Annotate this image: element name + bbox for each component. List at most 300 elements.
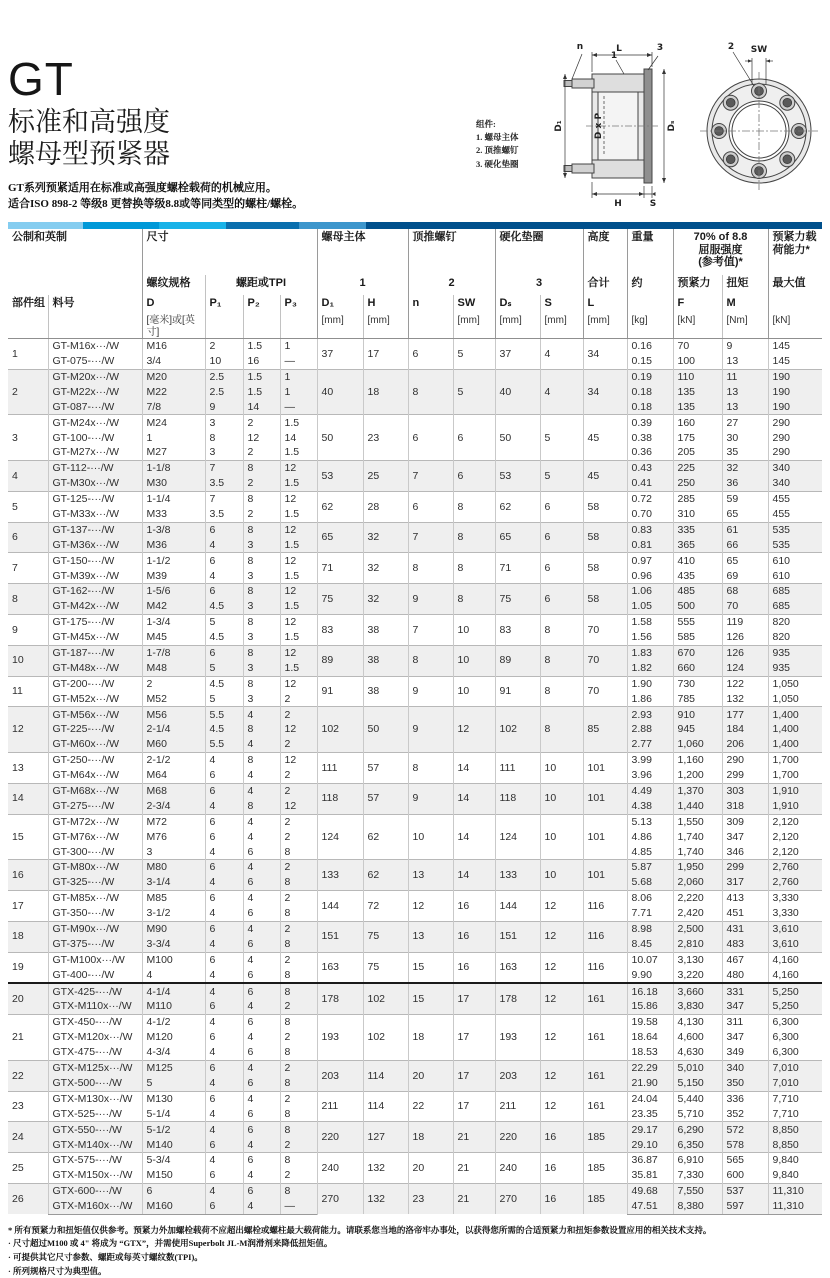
cell-d1: 193 — [317, 1015, 363, 1061]
header-torque: 扭矩 — [722, 275, 768, 295]
cell-p1: 4 — [205, 753, 243, 768]
cell-p1: 4.5 — [205, 722, 243, 737]
cell-max-load: 4,160 — [768, 952, 822, 967]
cell-sw: 16 — [453, 891, 495, 922]
cell-part-number: GT-M20x···/W — [48, 369, 142, 384]
cell-torque-M: 13 — [722, 400, 768, 415]
cell-part-number: GT-M68x···/W — [48, 783, 142, 798]
cell-p1: 6 — [205, 645, 243, 660]
cell-part-number: GT-375-···/W — [48, 937, 142, 952]
cell-thread-size: M76 — [142, 830, 205, 845]
cell-part-number: GT-112-···/W — [48, 461, 142, 476]
cell-p2: 6 — [243, 1076, 280, 1091]
cell-torque-M: 59 — [722, 491, 768, 506]
table-row — [8, 369, 822, 384]
cell-sw: 14 — [453, 753, 495, 784]
cell-p1: 4 — [205, 906, 243, 921]
cell-s: 12 — [540, 1015, 583, 1061]
cell-n: 13 — [408, 860, 453, 891]
cell-part-number: GTX-500-···/W — [48, 1076, 142, 1091]
cell-thread-size: 2-1/2 — [142, 753, 205, 768]
cell-n: 20 — [408, 1153, 453, 1184]
cell-p3: 12 — [280, 722, 317, 737]
diagram-legend — [476, 36, 552, 216]
cell-part-group: 3 — [8, 415, 48, 461]
cell-weight: 2.88 — [627, 722, 673, 737]
cell-l: 161 — [583, 1091, 627, 1122]
unit-blank-6 — [408, 313, 453, 339]
cell-preload-F: 2,060 — [673, 875, 722, 890]
cell-max-load: 290 — [768, 415, 822, 430]
subtitle-line-1: 标准和高强度 — [8, 107, 170, 137]
cell-thread-size: 1-3/8 — [142, 522, 205, 537]
cell-part-group: 2 — [8, 369, 48, 415]
cell-preload-F: 205 — [673, 445, 722, 460]
cell-p3: 14 — [280, 430, 317, 445]
cell-p3: 12 — [280, 799, 317, 814]
cell-sw: 17 — [453, 983, 495, 1014]
cell-ds: 102 — [495, 707, 540, 753]
header-yield — [673, 229, 768, 275]
cell-sw: 5 — [453, 369, 495, 415]
cell-torque-M: 317 — [722, 875, 768, 890]
cell-preload-F: 4,600 — [673, 1030, 722, 1045]
cell-d1: 163 — [317, 952, 363, 983]
cell-p1: 4 — [205, 1153, 243, 1168]
description-line-1: GT系列预紧适用在标准或高强度螺栓载荷的机械应用。 — [8, 181, 277, 194]
footnote-1: * 所有预紧力和扭矩值仅供参考。预紧力外加螺栓载荷不应超出螺栓或螺柱最大载荷能力。请联系您当地的洛帝牢办事处，以获得您所需的合适预紧力和扭矩参数设置应用的相关技术支持。 — [8, 1224, 712, 1235]
cell-p3: 12 — [280, 645, 317, 660]
cell-h: 57 — [363, 753, 408, 784]
cell-preload-F: 1,950 — [673, 860, 722, 875]
cell-p1: 4 — [205, 844, 243, 859]
cell-torque-M: 132 — [722, 691, 768, 706]
table-row — [8, 1183, 822, 1198]
cell-max-load: 3,610 — [768, 921, 822, 936]
table-row — [8, 783, 822, 798]
cell-part-group: 7 — [8, 553, 48, 584]
cell-part-number: GTX-550-···/W — [48, 1122, 142, 1137]
cell-s: 16 — [540, 1122, 583, 1153]
cell-thread-size: 2-1/4 — [142, 722, 205, 737]
cell-h: 62 — [363, 814, 408, 860]
cell-torque-M: 347 — [722, 830, 768, 845]
cell-l: 70 — [583, 645, 627, 676]
cell-thread-size: M30 — [142, 476, 205, 491]
table-row — [8, 584, 822, 599]
cell-p1: 5 — [205, 691, 243, 706]
cell-p3: — — [280, 1199, 317, 1214]
cell-torque-M: 311 — [722, 1015, 768, 1030]
cell-p1: 4 — [205, 937, 243, 952]
cell-weight: 18.53 — [627, 1045, 673, 1060]
cell-n: 6 — [408, 415, 453, 461]
hero-section — [0, 0, 830, 222]
cell-h: 32 — [363, 522, 408, 553]
cell-part-number: GT-225-···/W — [48, 722, 142, 737]
cell-n: 13 — [408, 921, 453, 952]
legend-title: 组件: — [476, 119, 496, 129]
cell-weight: 3.99 — [627, 753, 673, 768]
cell-thread-size: M56 — [142, 707, 205, 722]
cell-p2: 8 — [243, 753, 280, 768]
cell-sw: 21 — [453, 1153, 495, 1184]
cell-thread-size: M85 — [142, 891, 205, 906]
cell-l: 101 — [583, 814, 627, 860]
cell-p2: 6 — [243, 983, 280, 999]
cell-part-number: GT-M76x···/W — [48, 830, 142, 845]
legend-item-washer: 3. 硬化垫圈 — [476, 158, 519, 169]
cell-part-group: 11 — [8, 676, 48, 707]
cell-preload-F: 2,420 — [673, 906, 722, 921]
cell-l: 116 — [583, 891, 627, 922]
front-view — [700, 72, 818, 190]
cell-p2: 4 — [243, 1030, 280, 1045]
cell-p3: 8 — [280, 968, 317, 984]
cell-preload-F: 365 — [673, 538, 722, 553]
header-col-S: S — [540, 295, 583, 313]
cell-l: 185 — [583, 1153, 627, 1184]
cell-part-group: 17 — [8, 891, 48, 922]
cell-weight: 0.81 — [627, 538, 673, 553]
cell-thread-size: 3/4 — [142, 354, 205, 369]
cell-part-group: 5 — [8, 491, 48, 522]
cell-p2: 2 — [243, 445, 280, 460]
cell-p1: 4 — [205, 1076, 243, 1091]
cell-p1: 6 — [205, 952, 243, 967]
cell-max-load: 935 — [768, 661, 822, 676]
cell-max-load: 820 — [768, 615, 822, 630]
cell-part-number: GTX-M125x···/W — [48, 1060, 142, 1075]
cell-p3: 1 — [280, 369, 317, 384]
cell-preload-F: 310 — [673, 507, 722, 522]
cell-p3: 12 — [280, 615, 317, 630]
cell-max-load: 535 — [768, 538, 822, 553]
cell-thread-size: M48 — [142, 661, 205, 676]
cell-weight: 1.86 — [627, 691, 673, 706]
yield-line-3: (参考值)* — [698, 256, 743, 269]
cell-ds: 65 — [495, 522, 540, 553]
cell-preload-F: 1,060 — [673, 737, 722, 752]
header-washer: 硬化垫圈 — [495, 229, 583, 275]
cell-max-load: 685 — [768, 599, 822, 614]
cell-preload-F: 1,740 — [673, 844, 722, 859]
cell-d1: 102 — [317, 707, 363, 753]
cell-ds: 53 — [495, 461, 540, 492]
cell-p3: 2 — [280, 783, 317, 798]
cell-n: 15 — [408, 952, 453, 983]
header-part-no: 料号 — [48, 295, 142, 313]
cell-d1: 211 — [317, 1091, 363, 1122]
cell-max-load: 1,700 — [768, 753, 822, 768]
cell-torque-M: 66 — [722, 538, 768, 553]
cell-p2: 6 — [243, 906, 280, 921]
cell-s: 12 — [540, 1091, 583, 1122]
cell-n: 9 — [408, 707, 453, 753]
cell-thread-size: M42 — [142, 599, 205, 614]
cell-l: 101 — [583, 753, 627, 784]
cell-torque-M: 480 — [722, 968, 768, 984]
cell-preload-F: 135 — [673, 385, 722, 400]
cell-torque-M: 65 — [722, 507, 768, 522]
cell-preload-F: 6,910 — [673, 1153, 722, 1168]
cell-part-number: GTX-600-···/W — [48, 1183, 142, 1198]
cell-n: 12 — [408, 891, 453, 922]
cell-p1: 4 — [205, 875, 243, 890]
cell-part-number: GTX-425-···/W — [48, 983, 142, 999]
cell-weight: 0.16 — [627, 339, 673, 354]
cell-p3: 2 — [280, 1168, 317, 1183]
cell-max-load: 2,120 — [768, 830, 822, 845]
cell-max-load: 1,910 — [768, 783, 822, 798]
header-component-3: 3 — [495, 275, 583, 295]
cell-p1: 10 — [205, 354, 243, 369]
cell-thread-size: M72 — [142, 814, 205, 829]
cell-thread-size: M110 — [142, 999, 205, 1014]
dim-SW: SW — [750, 45, 768, 55]
cell-p1: 6 — [205, 1168, 243, 1183]
cell-p2: 8 — [243, 799, 280, 814]
cell-weight: 0.97 — [627, 553, 673, 568]
cell-weight: 35.81 — [627, 1168, 673, 1183]
cell-ds: 62 — [495, 491, 540, 522]
header-preload: 预紧力 — [673, 275, 722, 295]
cell-ds: 91 — [495, 676, 540, 707]
cell-p1: 5.5 — [205, 707, 243, 722]
cell-max-load: 3,330 — [768, 891, 822, 906]
cell-sw: 8 — [453, 553, 495, 584]
table-row — [8, 553, 822, 568]
header-col-P2: P₂ — [243, 295, 280, 313]
header-capacity — [768, 229, 822, 275]
header-metric-imperial: 公制和英制 — [12, 231, 67, 243]
cell-d1: 62 — [317, 491, 363, 522]
cell-sw: 21 — [453, 1183, 495, 1214]
cell-n: 7 — [408, 615, 453, 646]
cell-max-load: 455 — [768, 507, 822, 522]
cell-part-number: GT-M45x···/W — [48, 630, 142, 645]
cell-weight: 36.87 — [627, 1153, 673, 1168]
cell-part-group: 4 — [8, 461, 48, 492]
cell-p1: 4 — [205, 568, 243, 583]
cell-p2: 4 — [243, 891, 280, 906]
cell-part-group: 26 — [8, 1183, 48, 1214]
cell-preload-F: 160 — [673, 415, 722, 430]
cell-preload-F: 670 — [673, 645, 722, 660]
cell-weight: 0.38 — [627, 430, 673, 445]
cell-p1: 6 — [205, 584, 243, 599]
cell-thread-size: M130 — [142, 1091, 205, 1106]
cell-p1: 2.5 — [205, 385, 243, 400]
cell-p3: — — [280, 400, 317, 415]
cell-l: 116 — [583, 921, 627, 952]
cell-weight: 22.29 — [627, 1060, 673, 1075]
cell-preload-F: 285 — [673, 491, 722, 506]
table-row — [8, 615, 822, 630]
header-col-P1: P₁ — [205, 295, 243, 313]
cell-weight: 8.98 — [627, 921, 673, 936]
cell-weight: 4.49 — [627, 783, 673, 798]
cell-max-load: 4,160 — [768, 968, 822, 984]
cell-part-number: GT-M52x···/W — [48, 691, 142, 706]
bar-segment-4 — [226, 222, 299, 229]
cell-max-load: 5,250 — [768, 999, 822, 1014]
capacity-line-1: 预紧力载 — [772, 231, 817, 243]
cell-l: 58 — [583, 584, 627, 615]
cell-sw: 14 — [453, 860, 495, 891]
cell-p2: 4 — [243, 999, 280, 1014]
table-row — [8, 1060, 822, 1075]
cell-preload-F: 6,290 — [673, 1122, 722, 1137]
callout-1: 1 — [610, 51, 618, 61]
cell-torque-M: 352 — [722, 1107, 768, 1122]
cell-part-number: GT-M85x···/W — [48, 891, 142, 906]
cell-max-load: 6,300 — [768, 1015, 822, 1030]
unit-blank-1 — [8, 313, 48, 339]
cell-torque-M: 122 — [722, 676, 768, 691]
cell-d1: 118 — [317, 783, 363, 814]
cell-weight: 10.07 — [627, 952, 673, 967]
cell-weight: 5.87 — [627, 860, 673, 875]
cell-thread-size: M140 — [142, 1137, 205, 1152]
brand-color-bar — [8, 222, 822, 229]
cell-p1: 4 — [205, 799, 243, 814]
header-col-kg — [627, 295, 673, 313]
cell-p2: 4 — [243, 737, 280, 752]
cell-sw: 17 — [453, 1091, 495, 1122]
cell-s: 4 — [540, 339, 583, 370]
cell-max-load: 7,010 — [768, 1076, 822, 1091]
cell-thread-size: M80 — [142, 860, 205, 875]
cell-torque-M: 13 — [722, 354, 768, 369]
cell-p3: 12 — [280, 461, 317, 476]
cell-sw: 10 — [453, 645, 495, 676]
cell-p3: 8 — [280, 1045, 317, 1060]
cell-p2: 1.5 — [243, 339, 280, 354]
cell-max-load: 535 — [768, 522, 822, 537]
cell-max-load: 8,850 — [768, 1137, 822, 1152]
cell-thread-size: 7/8 — [142, 400, 205, 415]
table-row — [8, 891, 822, 906]
cell-n: 7 — [408, 522, 453, 553]
cell-p2: 8 — [243, 522, 280, 537]
cell-sw: 12 — [453, 707, 495, 753]
cell-torque-M: 206 — [722, 737, 768, 752]
cell-torque-M: 483 — [722, 937, 768, 952]
cell-p2: 4 — [243, 814, 280, 829]
cell-weight: 1.82 — [627, 661, 673, 676]
description — [8, 180, 303, 213]
cell-weight: 3.96 — [627, 768, 673, 783]
cell-h: 75 — [363, 921, 408, 952]
cell-p2: 6 — [243, 844, 280, 859]
cell-ds: 163 — [495, 952, 540, 983]
cell-p2: 6 — [243, 1015, 280, 1030]
cell-part-number: GTX-M120x···/W — [48, 1030, 142, 1045]
table-row — [8, 753, 822, 768]
cell-torque-M: 340 — [722, 1060, 768, 1075]
cell-preload-F: 785 — [673, 691, 722, 706]
title-block — [8, 53, 304, 213]
cell-max-load: 3,610 — [768, 937, 822, 952]
cell-p3: 12 — [280, 753, 317, 768]
cell-torque-M: 126 — [722, 630, 768, 645]
cell-p3: 2 — [280, 1137, 317, 1152]
cell-part-number: GT-200-···/W — [48, 676, 142, 691]
unit-blank-5 — [280, 313, 317, 339]
cell-n: 15 — [408, 983, 453, 1014]
cell-h: 32 — [363, 553, 408, 584]
cell-p2: 3 — [243, 630, 280, 645]
dim-Ds: Dₛ — [667, 120, 677, 132]
header-height: 高度 — [583, 229, 627, 275]
cell-torque-M: 572 — [722, 1122, 768, 1137]
cell-weight: 1.83 — [627, 645, 673, 660]
cell-preload-F: 3,660 — [673, 983, 722, 999]
cell-thread-size: M160 — [142, 1199, 205, 1214]
cell-l: 58 — [583, 553, 627, 584]
bar-segment-5 — [299, 222, 366, 229]
table-row — [8, 1153, 822, 1168]
cell-n: 20 — [408, 1060, 453, 1091]
cell-p3: 2 — [280, 737, 317, 752]
cell-p1: 4 — [205, 1107, 243, 1122]
cell-thread-size: 3-3/4 — [142, 937, 205, 952]
cell-ds: 211 — [495, 1091, 540, 1122]
cell-s: 16 — [540, 1183, 583, 1214]
cell-p2: 8 — [243, 645, 280, 660]
cell-n: 22 — [408, 1091, 453, 1122]
cell-p2: 1.5 — [243, 385, 280, 400]
table-row — [8, 814, 822, 829]
cell-p3: 1.5 — [280, 630, 317, 645]
table-row — [8, 339, 822, 354]
cell-h: 114 — [363, 1060, 408, 1091]
header-col-D: D — [142, 295, 205, 313]
cell-p1: 6 — [205, 1137, 243, 1152]
cell-p3: 1.5 — [280, 661, 317, 676]
cell-part-group: 18 — [8, 921, 48, 952]
cell-max-load: 1,400 — [768, 722, 822, 737]
dim-n: n — [576, 42, 584, 52]
cell-part-number: GT-M39x···/W — [48, 568, 142, 583]
cell-torque-M: 467 — [722, 952, 768, 967]
cell-p1: 5 — [205, 615, 243, 630]
cell-part-group: 22 — [8, 1060, 48, 1091]
cell-weight: 0.43 — [627, 461, 673, 476]
cell-torque-M: 349 — [722, 1045, 768, 1060]
cell-part-number: GT-M36x···/W — [48, 538, 142, 553]
cell-thread-size: M150 — [142, 1168, 205, 1183]
cell-preload-F: 435 — [673, 568, 722, 583]
cell-sw: 8 — [453, 491, 495, 522]
cell-ds: 133 — [495, 860, 540, 891]
header-part-group: 部件组 — [12, 297, 45, 309]
cell-torque-M: 578 — [722, 1137, 768, 1152]
cell-max-load: 145 — [768, 354, 822, 369]
cell-p3: 8 — [280, 937, 317, 952]
cell-torque-M: 318 — [722, 799, 768, 814]
cell-sw: 21 — [453, 1122, 495, 1153]
cell-sw: 8 — [453, 522, 495, 553]
header-spacer — [8, 275, 142, 295]
unit-blank-2 — [48, 313, 142, 339]
cell-h: 23 — [363, 415, 408, 461]
table-row — [8, 676, 822, 691]
cell-part-number: GT-M56x···/W — [48, 707, 142, 722]
cell-torque-M: 600 — [722, 1168, 768, 1183]
cell-thread-size: 1-1/8 — [142, 461, 205, 476]
